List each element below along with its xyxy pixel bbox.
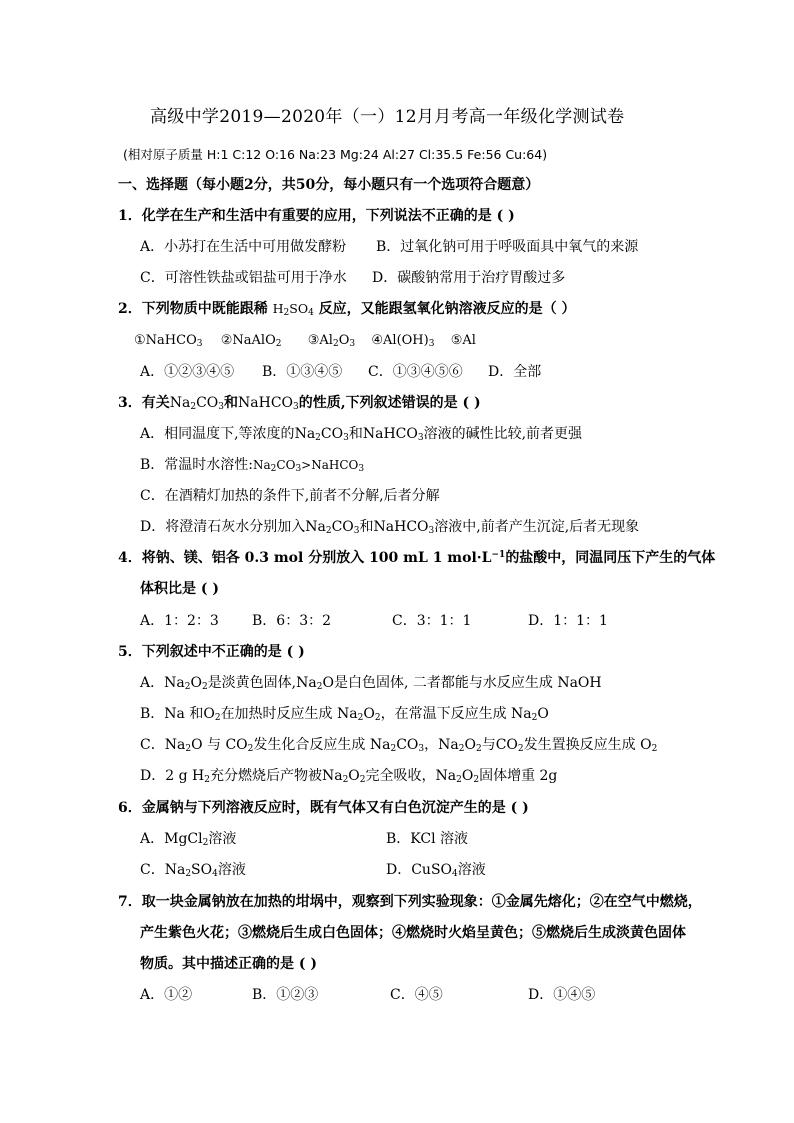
formula-h2so4: $H_2SO_4$ [272, 301, 314, 318]
q6-option-c: C．$Na_2SO_4$溶液 [140, 862, 246, 879]
atomic-masses-note: (相对原子质量 H:1 C:12 O:16 Na:23 Mg:24 Al:27 Cl:35.5 Fe:56 Cu:64) [123, 147, 548, 162]
q4-option-d: D．1：1：1 [528, 613, 608, 629]
page-title: 高级中学2019—2020年（一）12月月考高一年级化学测试卷 [150, 107, 625, 127]
substance-2: ②NaAlO$_2$ [220, 333, 282, 349]
q5-option-d: D．2 g $H_2$充分燃烧后产物被$Na_2O_2$完全吸收，$Na_2O_2$固体增重 2g [140, 768, 558, 785]
substance-5: ⑤Al [450, 333, 476, 348]
formula-na2co3: $Na_2CO_3$ [169, 395, 225, 412]
formula-nahco3: NaHCO$_3$ [238, 395, 299, 412]
q6-option-a: A．MgCl$_2$溶液 [140, 831, 237, 848]
q2-stem-part2: 反应，又能跟氢氧化钠溶液反应的是（ ） [318, 301, 576, 317]
q4-option-a: A．1：2：3 [140, 613, 219, 629]
q3-option-d: D．将澄清石灰水分别加入$Na_2CO_3$和NaHCO$_3$溶液中,前者产生沉淀,后者无现象 [140, 519, 640, 536]
q2-option-a: A．①②③④⑤ [140, 364, 235, 380]
question-5-stem: 5．下列叙述中不正确的是 ( ) [118, 644, 305, 660]
substance-4: $④Al(OH)_3$ [371, 333, 435, 349]
q6-option-d: D．CuSO$_4$溶液 [386, 862, 486, 879]
question-6-stem: 6．金属钠与下列溶液反应时，既有气体又有白色沉淀产生的是 ( ) [118, 800, 529, 816]
q2-substance-list [134, 332, 476, 350]
q6-option-b: B．KCl 溶液 [386, 831, 469, 847]
substance-1: ①NaHCO$_3$ [134, 333, 203, 349]
q5-option-b: B．Na 和$O_2$在加热时反应生成 $Na_2O_2$，在常温下反应生成 $Na_2O$ [140, 706, 549, 723]
q2-option-b: B．①③④⑤ [262, 364, 343, 380]
q7-option-a: A．①② [140, 987, 193, 1003]
q3-option-b: B．常温时水溶性$:Na_2CO_3>NaHCO_3$ [140, 457, 365, 474]
question-1-stem: 1．化学在生产和生活中有重要的应用，下列说法不正确的是 ( ) [118, 208, 515, 224]
q5-option-c: C．$Na_2O$ 与 $CO_2$发生化合反应生成 $Na_2CO_3$，$Na_2O_2$与$CO_2$发生置换反应生成 $O_2$ [140, 737, 658, 754]
q5-option-a: A．$Na_2O_2$是淡黄色固体$,Na_2O$是白色固体, 二者都能与水反应生成 NaOH [140, 675, 602, 692]
q2-stem-part1: 2．下列物质中既能跟稀 [118, 301, 268, 317]
question-7-stem-line1: 7．取一块金属钠放在加热的坩埚中，观察到下列实验现象：①金属先熔化；②在空气中燃烧， [118, 894, 702, 910]
q2-option-c: C．①③④⑤⑥ [368, 364, 463, 380]
q7-option-b: B．①②③ [252, 987, 319, 1003]
q1-option-c: C．可溶性铁盐或铝盐可用于净水 [140, 270, 347, 286]
q2-option-d: D．全部 [488, 364, 542, 380]
question-7-stem-line2: 产生紫色火花；③燃烧后生成白色固体；④燃烧时火焰呈黄色；⑤燃烧后生成淡黄色固体 [140, 925, 686, 941]
question-4-stem-cont: 体积比是 ( ) [140, 581, 219, 597]
q1-option-d: D．碳酸钠常用于治疗胃酸过多 [372, 270, 566, 286]
q3-option-a: A．相同温度下,等浓度的$Na_2CO_3$和NaHCO$_3$溶液的碱性比较,前者更强 [140, 426, 583, 443]
q3-option-c: C．在酒精灯加热的条件下,前者不分解,后者分解 [140, 488, 440, 504]
question-7-stem-line3: 物质。其中描述正确的是 ( ) [140, 956, 317, 972]
q1-option-a: A．小苏打在生活中可用做发酵粉 [140, 239, 347, 255]
question-3-stem: 3．有关$Na_2CO_3$和NaHCO$_3$的性质,下列叙述错误的是 ( ) [118, 395, 481, 412]
question-2-stem [118, 300, 576, 318]
q1-option-b: B．过氧化钠可用于呼吸面具中氧气的来源 [376, 239, 639, 255]
q7-option-c: C．④⑤ [390, 987, 443, 1003]
section-heading: 一、选择题（每小题2分，共50分，每小题只有一个选项符合题意） [118, 177, 540, 193]
q4-option-b: B．6：3：2 [252, 613, 332, 629]
substance-3: $③Al_2O_3$ [307, 333, 356, 349]
q4-option-c: C．3：1：1 [392, 613, 472, 629]
q7-option-d: D．①④⑤ [528, 987, 596, 1003]
question-4-stem: 4．将钠、镁、铝各 0.3 mol 分别放入 100 mL 1 $mol\cdot L^{-1}$的盐酸中，同温同压下产生的气体 [118, 550, 716, 566]
